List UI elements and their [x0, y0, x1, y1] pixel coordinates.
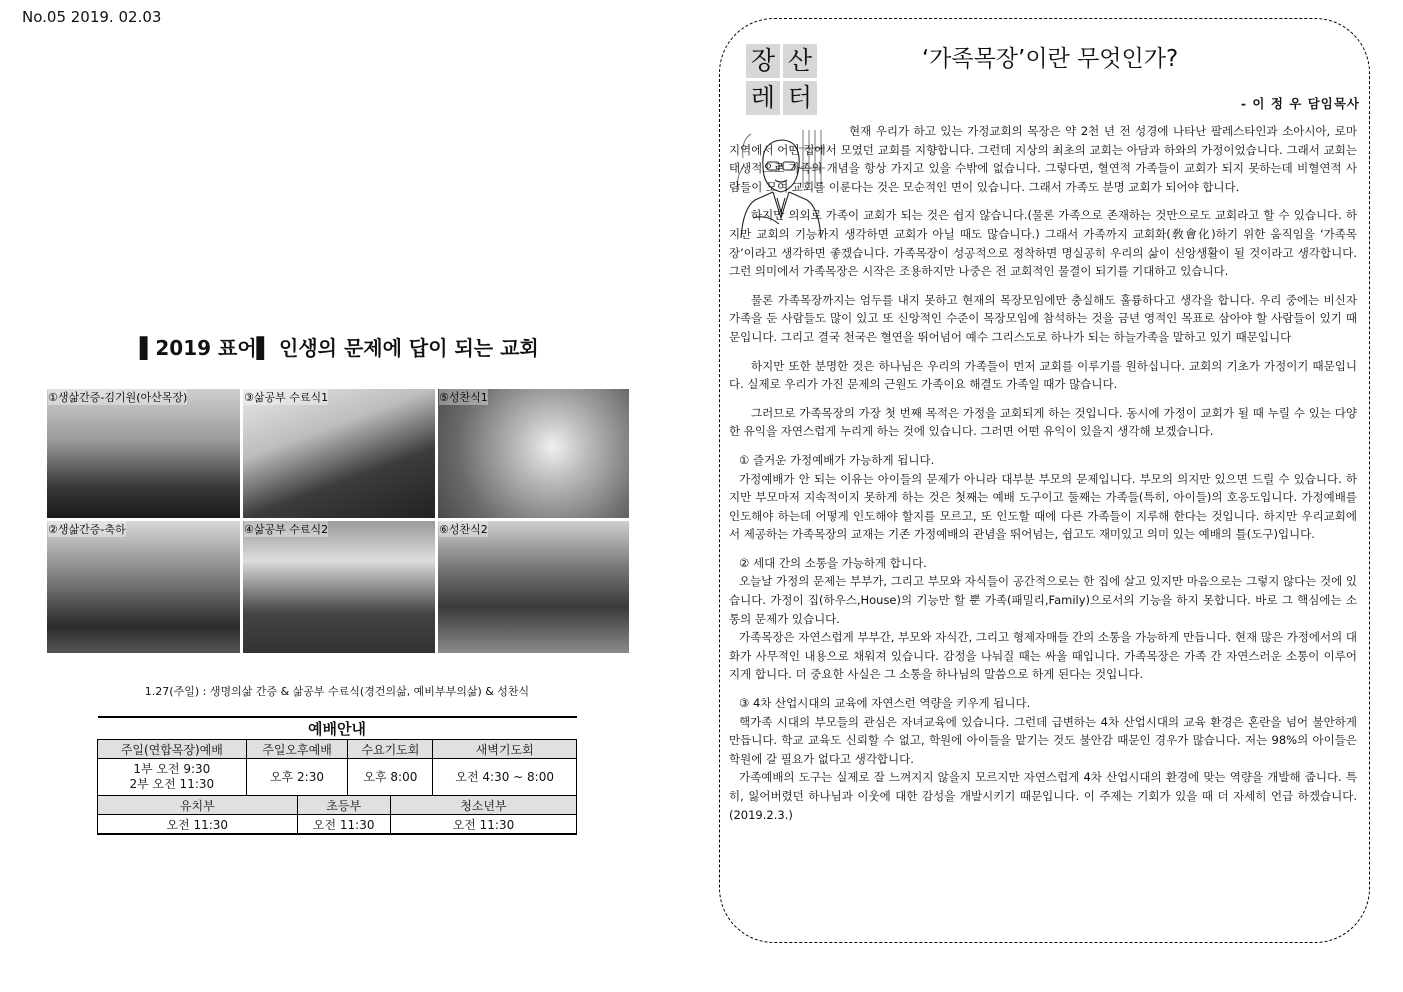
- worship-header: 새벽기도회: [433, 740, 577, 759]
- photo-summary-caption: 1.27(주일) : 생명의삶 간증 & 삶공부 수료식(경건의삶, 예비부부의삶) & 성찬식: [144, 685, 530, 698]
- theme-heading: [140, 332, 540, 361]
- photo-grid: [47, 389, 627, 654]
- worship-time: 오전 11:30: [98, 815, 298, 835]
- issue-number: No.05 2019. 02.03: [22, 8, 162, 26]
- photo-caption: ①생삶간증-김기원(아산목장): [48, 391, 188, 404]
- photo-communion-1: [438, 389, 629, 518]
- photo-caption: ④삶공부 수료식2: [244, 523, 329, 536]
- article-body: [729, 122, 1357, 824]
- worship-time: 오전 4:30 ~ 8:00: [433, 759, 577, 796]
- article-paragraph: 현재 우리가 하고 있는 가정교회의 목장은 약 2천 년 전 성경에 나타난 팔레스타인과 소아시아, 로마 지역에서 어떤 집에서 모였던 교회를 지향합니다. 그런데 지상의 최초의 교회는 아담과 하와의 가정이었습니다. 그래서 교회는 태생적으로 가족의 개념을 항상 가지고 있을 수밖에 없습니다. 그렇다면, 혈연적 가족들이 교회가 되지 못하는데 비혈연적 사람들이 모여 교회를 이룬다는 것은 모순적인 면이 있습니다. 그래서 가족도 분명 교회가 되어야 합니다.: [729, 124, 1357, 194]
- worship-time: 오전 11:30: [390, 815, 576, 835]
- worship-time: 오후 2:30: [246, 759, 348, 796]
- point-heading: ① 즐거운 가정예배가 가능하게 됩니다.: [739, 452, 935, 467]
- photo-caption: ⑥성찬식2: [439, 523, 488, 536]
- photo-graduation-1: [243, 389, 435, 518]
- photo-caption: ②생삶간증-축하: [48, 523, 126, 536]
- worship-time: 오후 8:00: [348, 759, 433, 796]
- worship-header: 청소년부: [390, 796, 576, 815]
- point-text: 가족목장은 자연스럽게 부부간, 부모와 자식간, 그리고 형제자매들 간의 소통을 가능하게 만듭니다. 현재 많은 가정에서의 대화가 사무적인 내용으로 채워져 있습니다. 감정을 나눠질 때는 싸울 때입니다. 가족목장은 가족 간 자연스러운 소통이 이루어지게 합니다. 더 중요한 사실은 그 소통을 하나님의 말씀으로 하게 된다는 것입니다.: [729, 630, 1357, 682]
- article-paragraph: 하지만 또한 분명한 것은 하나님은 우리의 가족들이 먼저 교회를 이루기를 원하십니다. 교회의 기초가 가정이기 때문입니다. 실제로 우리가 가진 문제의 근원도 가족이요 해결도 가족일 때가 많습니다.: [729, 358, 1357, 392]
- theme-text: 인생의 문제에 답이 되는 교회: [279, 336, 539, 360]
- photo-communion-2: [438, 521, 629, 653]
- worship-header: 수요기도회: [348, 740, 433, 759]
- article-paragraph: 물론 가족목장까지는 엄두를 내지 못하고 현재의 목장모임에만 충실해도 훌륭하다고 생각을 합니다. 우리 중에는 비신자 가족을 둔 사람들도 많이 있고 또 신앙적인 수준이 목장모임에 참석하는 것을 금년 영적인 목표로 삼아야 할 사람들이 있기 때문입니다. 그리고 결국 천국은 혈연을 뛰어넘어 예수 그리스도로 하나가 되는 하늘가족을 말하고 있기 때문입니다: [729, 292, 1357, 344]
- article-paragraph: 그러므로 가족목장의 가장 첫 번째 목적은 가정을 교회되게 하는 것입니다. 동시에 가정이 교회가 될 때 누릴 수 있는 다양한 유익을 자연스럽게 누리게 하는 것에 있습니다. 그러면 어떤 유익이 있을지 생각해 보겠습니다.: [729, 405, 1357, 439]
- theme-year-label: 2019 표어: [155, 336, 257, 360]
- stamp-char: 레: [746, 81, 780, 115]
- worship-time-first: 1부 오전 9:30: [133, 762, 211, 776]
- worship-header: 주일오후예배: [246, 740, 348, 759]
- worship-title: 예배안내: [98, 717, 577, 740]
- letter-stamp: [746, 44, 818, 116]
- worship-time-second: 2부 오전 11:30: [129, 777, 215, 791]
- photo-caption: ⑤성찬식1: [439, 391, 488, 404]
- article-title: ‘가족목장’이란 무엇인가?: [921, 46, 1179, 72]
- point-heading: ② 세대 간의 소통을 가능하게 합니다.: [739, 555, 927, 570]
- point-text: 가족예배의 도구는 실제로 잘 느껴지지 않을지 모르지만 자연스럽게 4차 산업시대의 환경에 맞는 역량을 개발해 줍니다. 특히, 잃어버렸던 하나님과 이웃에 대한 감성을 개발시키기 때문입니다. 이 주제는 기회가 있을 때 더 자세히 언급 하겠습니다.(2019.2.3.): [729, 770, 1357, 822]
- photo-caption: ③삶공부 수료식1: [244, 391, 329, 404]
- point-heading: ③ 4차 산업시대의 교육에 자연스런 역량을 키우게 됩니다.: [739, 696, 1031, 711]
- article-paragraph: 하지만 의외로 가족이 교회가 되는 것은 쉽지 않습니다.(물론 가족으로 존재하는 것만으로도 교회라고 할 수 있습니다. 하지만 교회의 기능까지 생각하면 교회가 아닐 때도 많습니다.) 그래서 가족까지 교회화(敎會化)하기 위한 움직임을 ‘가족목장’이라고 생각하면 좋겠습니다. 가족목장이 성공적으로 정착하면 명실공히 우리의 삶이 신앙생활이 될 것이라고 생각합니다. 그런 의미에서 가족목장은 시작은 조용하지만 나중은 전 교회적인 물결이 되기를 기대하고 있습니다.: [729, 208, 1357, 279]
- stamp-char: 산: [783, 44, 817, 78]
- article-byline: - 이 정 우 담임목사: [1240, 96, 1360, 111]
- theme-marker: ▌: [256, 336, 273, 360]
- worship-header: 유치부: [98, 796, 298, 815]
- photo-testimony-celebration: [47, 521, 240, 653]
- stamp-char: 터: [783, 81, 817, 115]
- worship-header: 주일(연합목장)예배: [98, 740, 247, 759]
- point-text: 핵가족 시대의 부모들의 관심은 자녀교육에 있습니다. 그런데 급변하는 4차 산업시대의 교육 환경은 혼란을 넘어 불안하게 만듭니다. 학교 교육도 신뢰할 수 없고, 학원에 아이들을 맡기는 것도 불안감 때문인 경우가 많습니다. 저는 98%의 아이들은 학원에 갈 필요가 없다고 생각합니다.: [729, 714, 1357, 766]
- point-text: 가정예배가 안 되는 이유는 아이들의 문제가 아니라 대부분 부모의 문제입니다. 부모의 의지만 있으면 드릴 수 있습니다. 하지만 부모마저 지속적이지 못하게 하는 것은 첫째는 예배 도구이고 둘째는 가족들(특히, 아이들)의 호응도입니다. 가정예배를 인도해야 하는데 어떻게 인도해야 할지를 모르고, 또 인도할 때에 다른 가족들이 지루해 한다는 것입니다. 하지만 우리교회에서 제공하는 가족목장의 교재는 기존 가정예배의 관념을 뛰어넘는, 쉽고도 재미있고 의미 있는 예배의 틀(도구)입니다.: [729, 471, 1357, 542]
- photo-testimony: [47, 389, 240, 518]
- worship-schedule-table: [97, 716, 577, 835]
- worship-time: 오전 11:30: [297, 815, 390, 835]
- worship-time-sunday: [98, 759, 247, 796]
- photo-graduation-2: [243, 521, 435, 653]
- stamp-char: 장: [746, 44, 780, 78]
- theme-marker: ▌: [140, 336, 156, 360]
- point-text: 오늘날 가정의 문제는 부부가, 그리고 부모와 자식들이 공간적으로는 한 집에 살고 있지만 마음으로는 그렇지 않다는 것에 있습니다. 가정이 집(하우스,House)의 기능만 할 뿐 가족(패밀리,Family)으로서의 기능을 하지 못합니다. 바로 그 핵심에는 소통의 문제가 있습니다.: [729, 574, 1357, 626]
- worship-header: 초등부: [297, 796, 390, 815]
